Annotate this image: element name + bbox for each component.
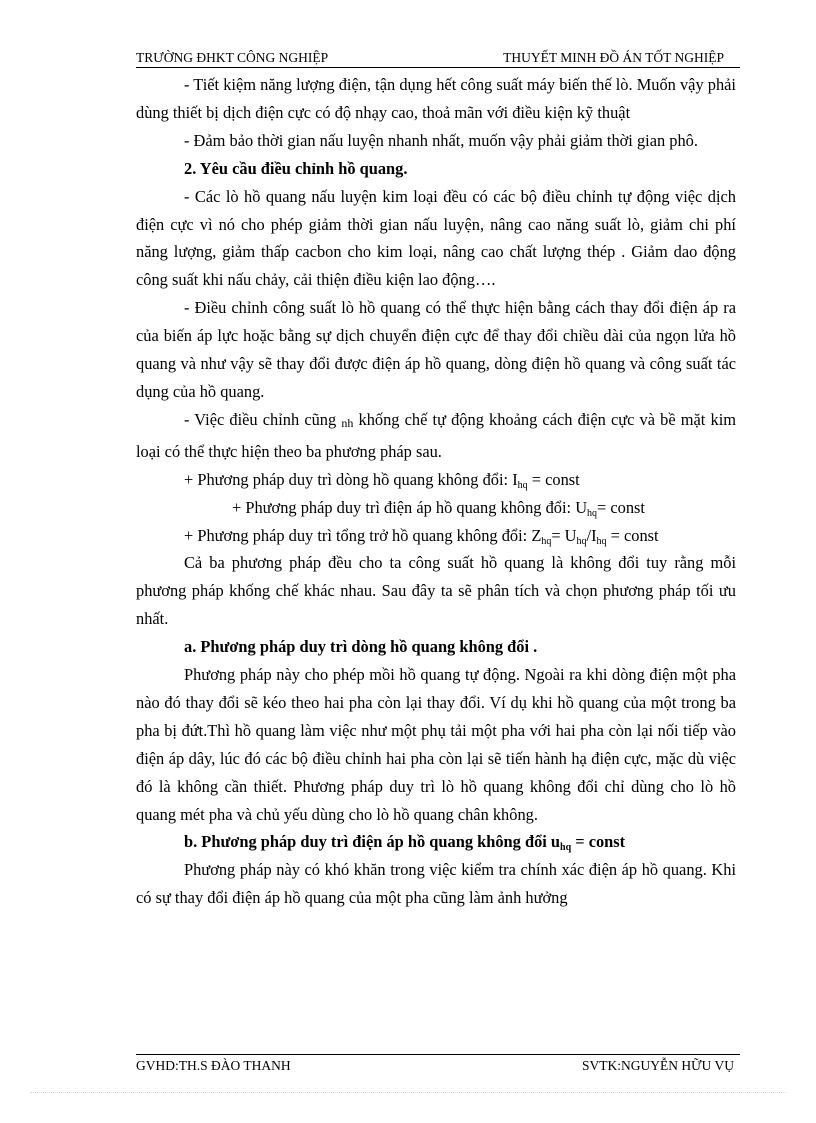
header-rule — [136, 67, 740, 68]
footer-student: SVTK:NGUYỄN HỮU VỤ — [582, 1058, 734, 1073]
paragraph-time: - Đảm bảo thời gian nấu luyện nhanh nhất, muốn vậy phải giảm thời gian phô. — [184, 130, 698, 150]
method-voltage: + Phương pháp duy trì điện áp hồ quang không đổi: $U_{hq}=$ const — [232, 497, 645, 519]
page-body — [136, 71, 736, 912]
method-current: + Phương pháp duy trì dòng hồ quang không đổi: $I_{hq}$ = const — [184, 469, 580, 491]
paragraph-methods-intro: - Việc điều chỉnh cũng nh khống chế tự động khoảng cách điện cực và bề mặt kim loại có thể thực hiện theo ba phương pháp sau. — [136, 409, 736, 461]
page-footer — [136, 1058, 740, 1076]
paragraph-method-b: Phương pháp này có khó khăn trong việc kiểm tra chính xác điện áp hồ quang. Khi có sự thay đổi điện áp hồ quang của một pha cũng làm ảnh hưởng — [136, 860, 736, 908]
paragraph-power-control: - Điều chỉnh công suất lò hồ quang có thể thực hiện bằng cách thay đổi điện áp ra của biến áp lực hoặc bằng sự dịch chuyển điện cực để thay đổi chiều dài của ngọn lửa hồ quang và như vậy sẽ thay đổi được điện áp hồ quang, dòng điện hồ quang và công suất tác dụng của hồ quang. — [136, 298, 736, 401]
footer-rule — [136, 1054, 740, 1055]
section-heading-2: 2. Yêu cầu điều chỉnh hồ quang. — [184, 158, 408, 178]
section-heading-a: a. Phương pháp duy trì dòng hồ quang không đổi . — [184, 637, 538, 657]
method-impedance: + Phương pháp duy trì tổng trở hồ quang không đổi: $Z_{hq}= U_{hq}/I_{hq}$ = const — [184, 525, 659, 547]
paragraph-energy: - Tiết kiệm năng lượng điện, tận dụng hết công suất máy biến thế lò. Muốn vậy phải dùng thiết bị dịch điện cực có độ nhạy cao, thoả mãn với điều kiện kỹ thuật — [136, 75, 736, 122]
header-school: TRƯỜNG ĐHKT CÔNG NGHIỆP — [136, 50, 329, 65]
section-heading-b: b. Phương pháp duy trì điện áp hồ quang không đổi $u_{hq}$ = const — [184, 832, 626, 854]
footer-supervisor: GVHD:TH.S ĐÀO THANH — [136, 1058, 291, 1073]
page-edge-dots — [30, 1092, 786, 1093]
paragraph-comparison: Cả ba phương pháp đều cho ta công suất hồ quang là không đổi tuy rằng mỗi phương pháp khống chế khác nhau. Sau đây ta sẽ phân tích và chọn phương pháp tối ưu nhất. — [136, 553, 736, 629]
paragraph-regulators: - Các lò hồ quang nấu luyện kim loại đều có các bộ điều chỉnh tự động việc dịch điện cực vì nó cho phép giảm thời gian nấu luyện, nâng cao năng suất lò, giảm chi phí năng lượng, giảm thấp cacbon cho kim loại, nâng cao chất lượng thép . Giảm dao động công suất khi nấu chảy, cải thiện điều kiện lao động…. — [136, 186, 736, 290]
header-title: THUYẾT MINH ĐỒ ÁN TỐT NGHIỆP — [503, 50, 724, 65]
page-header — [136, 50, 740, 68]
paragraph-method-a: Phương pháp này cho phép mồi hồ quang tự động. Ngoài ra khi dòng điện một pha nào đó thay đổi sẽ kéo theo hai pha còn lại thay đổi. Ví dụ khi hồ quang của một trong ba pha bị đứt.Thì hồ quang làm việc như một phụ tải một pha với hai pha còn lại nối tiếp vào điện áp dây, lúc đó các bộ điều chỉnh hai pha còn lại sẽ tiến hành hạ điện cực, mặc dù việc đó là không cần thiết. Phương pháp duy trì lò hồ quang không đổi chỉ dùng cho lò hồ quang mét pha và chủ yếu dùng cho lò hồ quang chân không. — [136, 665, 736, 824]
